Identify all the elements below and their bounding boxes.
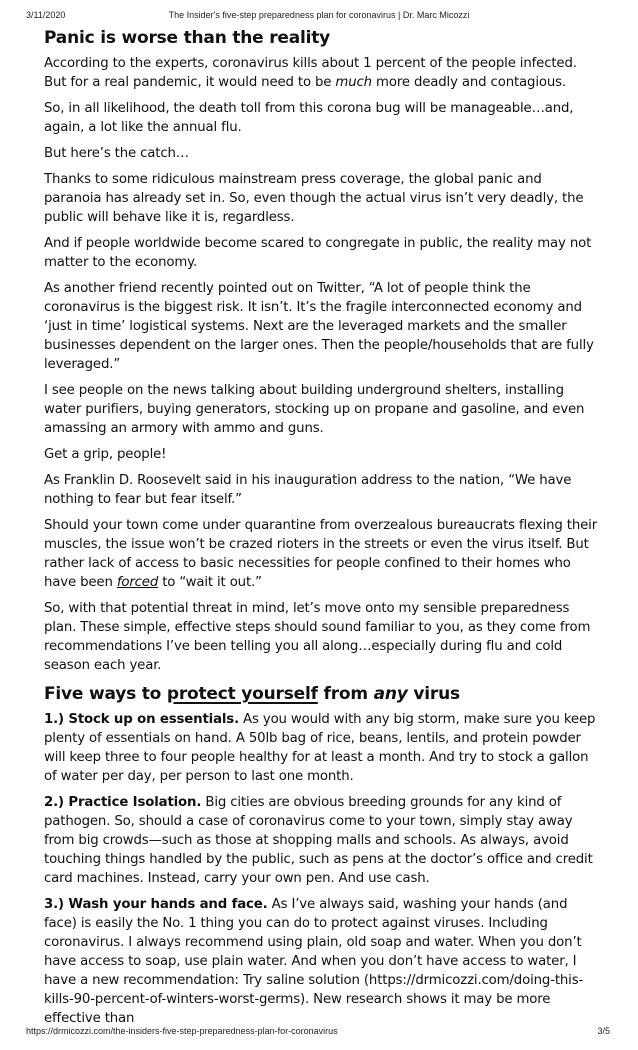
heading-five-ways bbox=[44, 682, 600, 706]
step-1-title: 1.) Stock up on essentials. bbox=[44, 712, 239, 727]
step-3-title: 3.) Wash your hands and face. bbox=[44, 897, 268, 912]
paragraph-6: As another friend recently pointed out on Twitter, “A lot of people think the coronavirus is the biggest risk. It isn’t. It’s the fragile interconnected economy and ‘just in time’ logistical systems. Next are the leveraged markets and the smaller businesses dependent on the larger ones. Then the people/households that are fully leveraged.” bbox=[44, 281, 594, 372]
step-2-text: Big cities are obvious breeding grounds for any kind of pathogen. So, should a case of coronavirus come to your town, simply stay away from big crowds—such as those at shopping malls and schools. As always, avoid touching things handled by the public, such as pens at the doctor’s office and credit card machines. Instead, carry your own pen. And use cash. bbox=[44, 795, 593, 886]
heading-five-ways-text-c: virus bbox=[407, 684, 460, 704]
emphasis-forced: forced bbox=[116, 575, 159, 590]
heading-five-ways-text-b: from bbox=[317, 684, 374, 704]
step-2 bbox=[44, 793, 600, 888]
paragraph-1-text-a: According to the experts, coronavirus kills about 1 percent of the people infected. But for a real pandemic, it would need to be bbox=[44, 56, 577, 90]
paragraph-5: And if people worldwide become scared to congregate in public, the reality may not matter to the economy. bbox=[44, 236, 592, 270]
paragraph-1 bbox=[44, 54, 600, 92]
print-url: https://drmicozzi.com/the-insiders-five-step-preparedness-plan-for-coronavirus bbox=[26, 1026, 338, 1036]
page-number: 3/5 bbox=[597, 1026, 610, 1036]
paragraph-1-text-b: more deadly and contagious. bbox=[371, 75, 566, 90]
paragraph-7: I see people on the news talking about building underground shelters, installing water purifiers, buying generators, stocking up on propane and gasoline, and even amassing an armory with ammo and guns. bbox=[44, 383, 585, 436]
paragraph-8: Get a grip, people! bbox=[44, 447, 167, 462]
print-footer bbox=[0, 1026, 638, 1040]
step-1-text: As you would with any big storm, make sure you keep plenty of essentials on hand. A 50lb bag of rice, beans, lentils, and protein powder will keep three to four people healthy for at least a month. And try to stock a gallon of water per day, per person to last one month. bbox=[44, 712, 596, 784]
paragraph-9: As Franklin D. Roosevelt said in his inauguration address to the nation, “We have nothing to fear but fear itself.” bbox=[44, 473, 572, 507]
step-3-text: As I’ve always said, washing your hands (and face) is easily the No. 1 thing you can do to protect against viruses. Including coronavirus. I always recommend using plain, old soap and water. When you don’t have access to soap, use plain water. And when you don’t have access to water, I have a new recommendation: Try saline solution (https://drmicozzi.com/doing-this-kills-90-percent-of-winters-worst-germs). New research shows it may be more effective than bbox=[44, 897, 584, 1026]
article-body bbox=[44, 26, 600, 1035]
paragraph-10 bbox=[44, 516, 600, 592]
step-3 bbox=[44, 895, 600, 1028]
step-1 bbox=[44, 710, 600, 786]
emphasis-much: much bbox=[335, 75, 372, 90]
heading-panic: Panic is worse than the reality bbox=[44, 28, 331, 48]
paragraph-4: Thanks to some ridiculous mainstream press coverage, the global panic and paranoia has already set in. So, even though the actual virus isn’t very deadly, the public will behave like it is, regardless. bbox=[44, 172, 584, 225]
paragraph-10-text-a: Should your town come under quarantine from overzealous bureaucrats flexing their muscles, the issue won’t be crazed rioters in the streets or even the virus itself. But rather lack of access to basic necessities for people confined to their homes who have been bbox=[44, 518, 598, 590]
heading-five-ways-text-a: Five ways to bbox=[44, 684, 167, 704]
protect-yourself-link[interactable]: protect yourself bbox=[166, 684, 318, 704]
paragraph-2: So, in all likelihood, the death toll from this corona bug will be manageable…and, again, a lot like the annual flu. bbox=[44, 101, 574, 135]
paragraph-3: But here’s the catch… bbox=[44, 146, 189, 161]
paragraph-10-text-b: to “wait it out.” bbox=[158, 575, 262, 590]
step-2-title: 2.) Practice Isolation. bbox=[44, 795, 202, 810]
emphasis-any: any bbox=[373, 684, 408, 704]
print-date: 3/11/2020 bbox=[26, 10, 66, 20]
paragraph-11: So, with that potential threat in mind, let’s move onto my sensible preparedness plan. These simple, effective steps should sound familiar to you, as they come from recommendations I’ve been telling you all along…especially during flu and cold season each year. bbox=[44, 601, 591, 673]
print-header bbox=[0, 10, 638, 24]
print-page-title: The Insider's five-step preparedness plan for coronavirus | Dr. Marc Micozzi bbox=[168, 10, 470, 20]
